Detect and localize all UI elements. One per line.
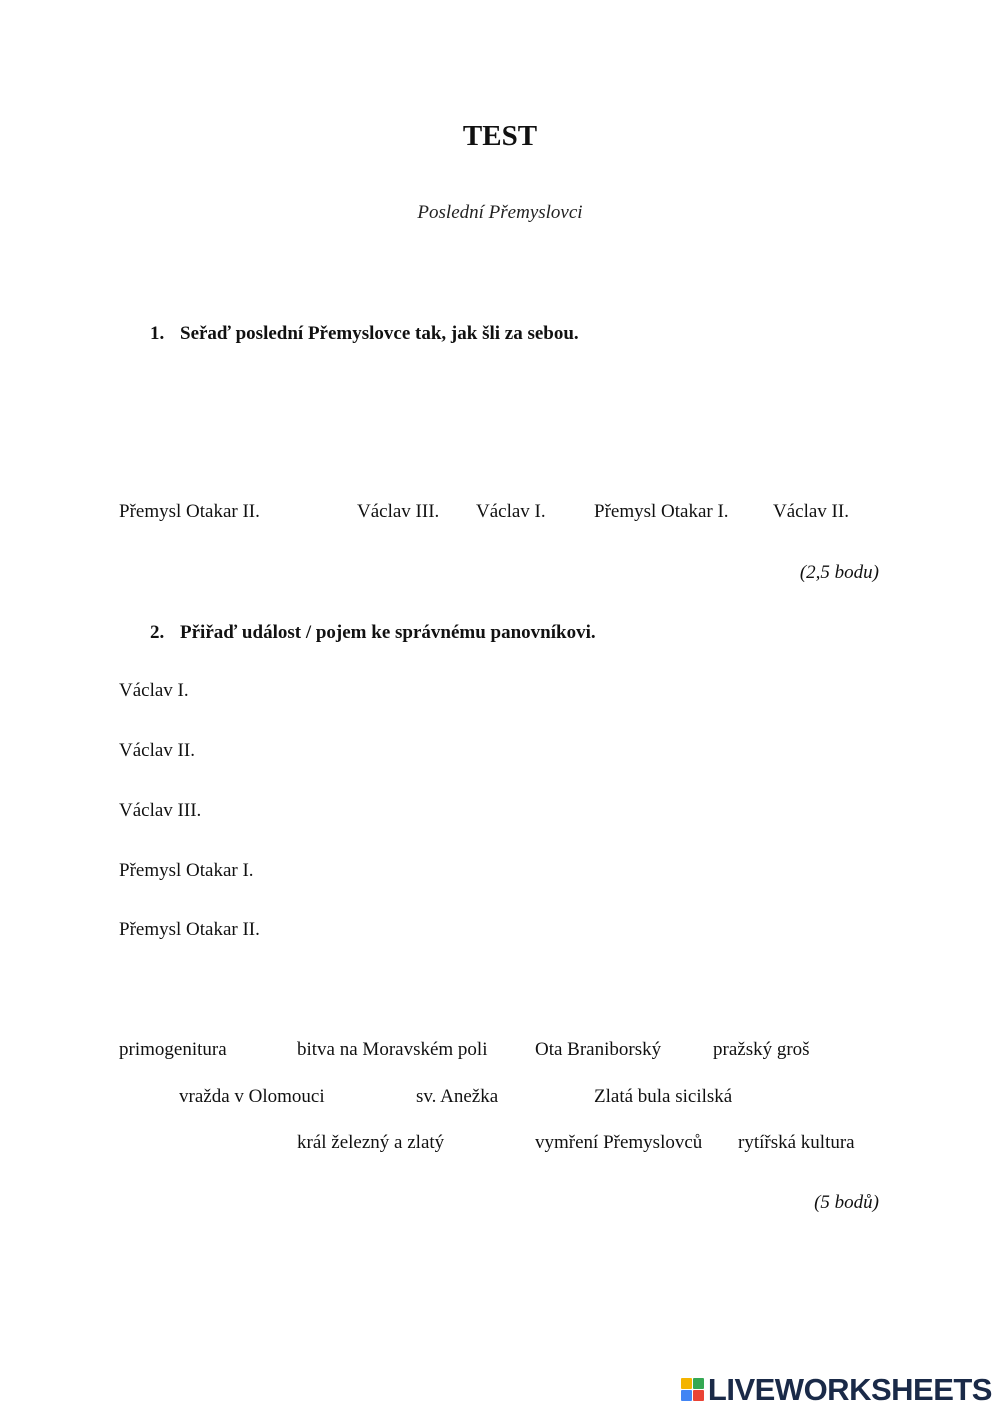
draggable-term[interactable]: Zlatá bula sicilská <box>594 1086 733 1107</box>
ruler-label: Přemysl Otakar II. <box>119 919 260 940</box>
draggable-term[interactable]: sv. Anežka <box>416 1086 499 1107</box>
draggable-word[interactable]: Václav II. <box>773 501 849 522</box>
ruler-label: Václav I. <box>119 680 189 701</box>
ruler-label: Václav III. <box>119 800 202 821</box>
draggable-word[interactable]: Přemysl Otakar II. <box>119 501 260 522</box>
liveworksheets-logo-icon <box>681 1378 704 1401</box>
draggable-term[interactable]: král železný a zlatý <box>297 1132 445 1153</box>
question-1-heading <box>150 324 579 343</box>
liveworksheets-logo <box>681 1374 992 1405</box>
ruler-label: Václav II. <box>119 740 195 761</box>
question-2-heading <box>150 623 596 642</box>
draggable-term[interactable]: bitva na Moravském poli <box>297 1039 488 1060</box>
ruler-label: Přemysl Otakar I. <box>119 860 254 881</box>
question-2-number: 2. <box>150 622 165 643</box>
draggable-term[interactable]: primogenitura <box>119 1039 227 1060</box>
question-2-points: (5 bodů) <box>814 1192 879 1213</box>
question-1-text: Seřaď poslední Přemyslovce tak, jak šli za sebou. <box>180 323 579 344</box>
draggable-term[interactable]: vymření Přemyslovců <box>535 1132 703 1153</box>
draggable-word[interactable]: Václav III. <box>357 501 440 522</box>
draggable-term[interactable]: vražda v Olomouci <box>179 1086 325 1107</box>
page-title: TEST <box>462 120 538 152</box>
draggable-term[interactable]: Ota Braniborský <box>535 1039 662 1060</box>
question-1-points: (2,5 bodu) <box>799 562 879 583</box>
draggable-word[interactable]: Václav I. <box>476 501 546 522</box>
brand-name: LIVEWORKSHEETS <box>707 1372 992 1407</box>
page-subtitle: Poslední Přemyslovci <box>417 202 583 223</box>
question-1-number: 1. <box>150 323 165 344</box>
question-2-text: Přiřaď událost / pojem ke správnému panovníkovi. <box>180 622 596 643</box>
draggable-term[interactable]: pražský groš <box>713 1039 810 1060</box>
draggable-term[interactable]: rytířská kultura <box>738 1132 855 1153</box>
draggable-word[interactable]: Přemysl Otakar I. <box>594 501 729 522</box>
